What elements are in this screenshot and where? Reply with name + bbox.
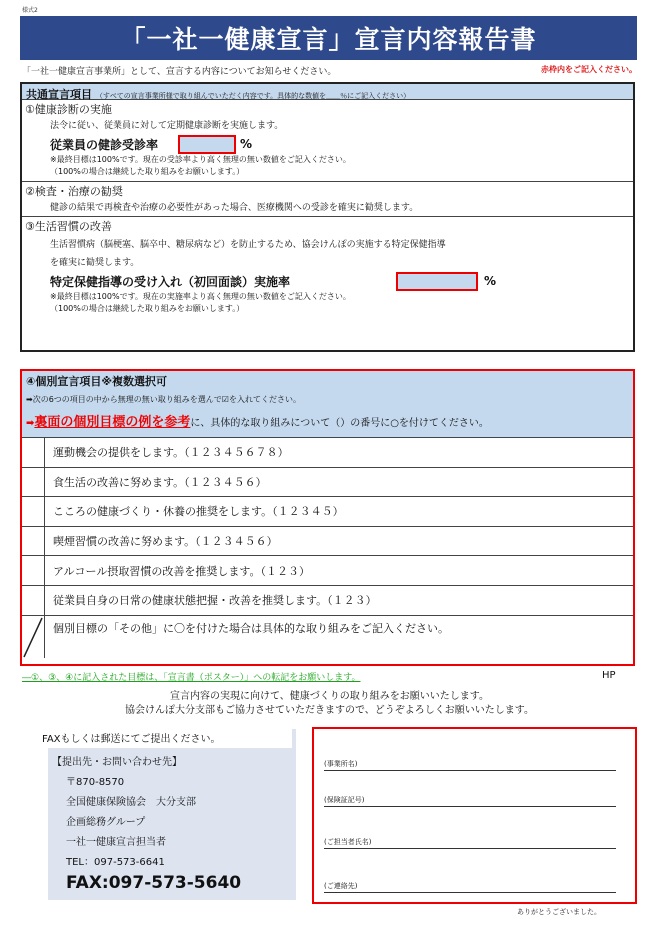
individual-item-label: アルコール摂取習慣の改善を推奨します。（１２３） bbox=[53, 564, 310, 578]
individual-head: ④個別宣言項目※複数選択可 bbox=[26, 375, 168, 388]
department: 企画総務グループ bbox=[66, 817, 146, 828]
contact-head: 【提出先・お問い合わせ先】 bbox=[52, 757, 182, 768]
common-head-note: （すべての宣言事業所様で取り組んでいただく内容です。具体的な数値を＿＿％にご記入ください） bbox=[95, 92, 411, 100]
item1-desc: 法令に従い、従業員に対して定期健康診断を実施します。 bbox=[50, 121, 284, 131]
common-head: 共通宣言項目 bbox=[26, 88, 92, 101]
item3-desc1: 生活習慣病（脳梗塞、脳卒中、糖尿病など）を防止するため、協会けんぽの実施する特定保健指導 bbox=[50, 240, 446, 250]
subtitle-row bbox=[22, 64, 637, 78]
transcription-note: ―①、③、④に記入された目標は、「宣言書（ポスター）」への転記をお願いします。 bbox=[22, 673, 361, 683]
item1-rate-label: 従業員の健診受診率 bbox=[50, 137, 159, 152]
required-note: 赤枠内をご記入ください。 bbox=[541, 65, 637, 74]
common-section bbox=[20, 82, 635, 352]
item3-title: ③生活習慣の改善 bbox=[25, 220, 112, 233]
postal-code: 〒870-8570 bbox=[66, 777, 125, 788]
individual-checkbox[interactable] bbox=[22, 497, 45, 526]
common-header bbox=[22, 84, 633, 100]
item1-note1: ※最終目標は100%です。現在の受診率より高く無理の無い数値をご記入ください。 bbox=[50, 155, 351, 164]
submission-info bbox=[42, 729, 296, 900]
insurance-symbol-field[interactable]: (保険証記号) bbox=[324, 795, 616, 807]
page-title: 「一社一健康宣言」宣言内容報告書 bbox=[20, 16, 637, 60]
reference-link[interactable]: 裏面の個別目標の例を参考 bbox=[34, 415, 191, 430]
individual-item-label: 食生活の改善に努めます。（１２３４５６） bbox=[53, 475, 267, 489]
item3-rate-row bbox=[22, 271, 633, 291]
individual-other-row bbox=[22, 616, 633, 658]
person-in-charge: 一社一健康宣言担当者 bbox=[66, 837, 166, 848]
individual-item-label: 従業員自身の日常の健康状態把握・改善を推奨します。（１２３） bbox=[53, 594, 377, 608]
individual-checkbox[interactable] bbox=[22, 586, 45, 615]
individual-item-row bbox=[22, 497, 633, 527]
individual-header bbox=[22, 371, 633, 438]
closing-message bbox=[0, 690, 659, 718]
individual-item-row bbox=[22, 527, 633, 557]
hp-label: HP bbox=[602, 670, 616, 681]
individual-other-label: 個別目標の「その他」に〇を付けた場合は具体的な取り組みをご記入ください。 bbox=[53, 621, 449, 635]
doc-code: 様式2 bbox=[22, 7, 38, 14]
item1-rate-input[interactable] bbox=[178, 135, 236, 154]
individual-item-row bbox=[22, 556, 633, 586]
organization: 全国健康保険協会 大分支部 bbox=[66, 797, 196, 808]
item3-note1: ※最終目標は100%です。現在の実施率より高く無理の無い数値をご記入ください。 bbox=[50, 292, 351, 301]
item3-rate-label: 特定保健指導の受け入れ（初回面談）実施率 bbox=[50, 274, 291, 289]
individual-item-row bbox=[22, 438, 633, 468]
individual-section bbox=[20, 369, 635, 666]
item3-note2: （100%の場合は継続した取り組みをお願いします。） bbox=[50, 304, 245, 313]
slash-icon bbox=[22, 616, 45, 658]
contact-field[interactable]: (ご連絡先) bbox=[324, 881, 616, 893]
fax-note: FAXもしくは郵送にてご提出ください。 bbox=[40, 728, 292, 748]
individual-item-label: 喫煙習慣の改善に努めます。（１２３４５６） bbox=[53, 535, 278, 549]
closing-line2: 協会けんぽ大分支部もご協力させていただきますので、どうぞよろしくお願いいたします。 bbox=[125, 705, 534, 716]
individual-instruction: ➡次の6つの項目の中から無理の無い取り組みを選んで☑を入れてください。 bbox=[26, 395, 301, 404]
closing-line1: 宣言内容の実現に向けて、健康づくりの取り組みをお願いいたします。 bbox=[170, 691, 489, 702]
percent-sign: % bbox=[484, 274, 497, 288]
individual-item-label: 運動機会の提供をします。（１２３４５６７８） bbox=[53, 446, 289, 460]
thanks-note: ありがとうございました。 bbox=[517, 908, 601, 916]
individual-checkbox[interactable] bbox=[22, 556, 45, 585]
individual-instruction2 bbox=[26, 411, 629, 430]
tel-number: TEL：097-573-6641 bbox=[66, 857, 165, 868]
individual-instruction-rest: に、具体的な取り組みについて（）の番号に○を付けてください。 bbox=[190, 418, 489, 429]
contact-person-field[interactable]: (ご担当者氏名) bbox=[324, 837, 616, 849]
individual-checkbox[interactable] bbox=[22, 527, 45, 556]
individual-checkbox[interactable] bbox=[22, 438, 45, 467]
item3-rate-input[interactable] bbox=[396, 272, 478, 291]
item1-note2: （100%の場合は継続した取り組みをお願いします。） bbox=[50, 167, 245, 176]
individual-item-row bbox=[22, 468, 633, 498]
individual-item-label: こころの健康づくり・休養の推奨をします。（１２３４５） bbox=[53, 505, 344, 519]
individual-item-row bbox=[22, 586, 633, 616]
item1-title: ①健康診断の実施 bbox=[25, 103, 112, 116]
item2-desc: 健診の結果で再検査や治療の必要性があった場合、医療機関への受診を確実に勧奨します。 bbox=[50, 203, 419, 213]
item3-desc2: を確実に勧奨します。 bbox=[50, 258, 140, 268]
company-name-field[interactable]: (事業所名) bbox=[324, 759, 616, 771]
arrow-icon: ➡ bbox=[26, 418, 35, 429]
fax-number: FAX:097-573-5640 bbox=[66, 873, 242, 893]
individual-checkbox[interactable] bbox=[22, 468, 45, 497]
item2-title: ②検査・治療の勧奨 bbox=[25, 185, 123, 198]
item1-rate-row bbox=[22, 134, 633, 154]
percent-sign: % bbox=[240, 137, 253, 151]
subtitle: 「一社一健康宣言事業所」として、宣言する内容についてお知らせください。 bbox=[22, 67, 337, 77]
applicant-form bbox=[312, 727, 637, 904]
